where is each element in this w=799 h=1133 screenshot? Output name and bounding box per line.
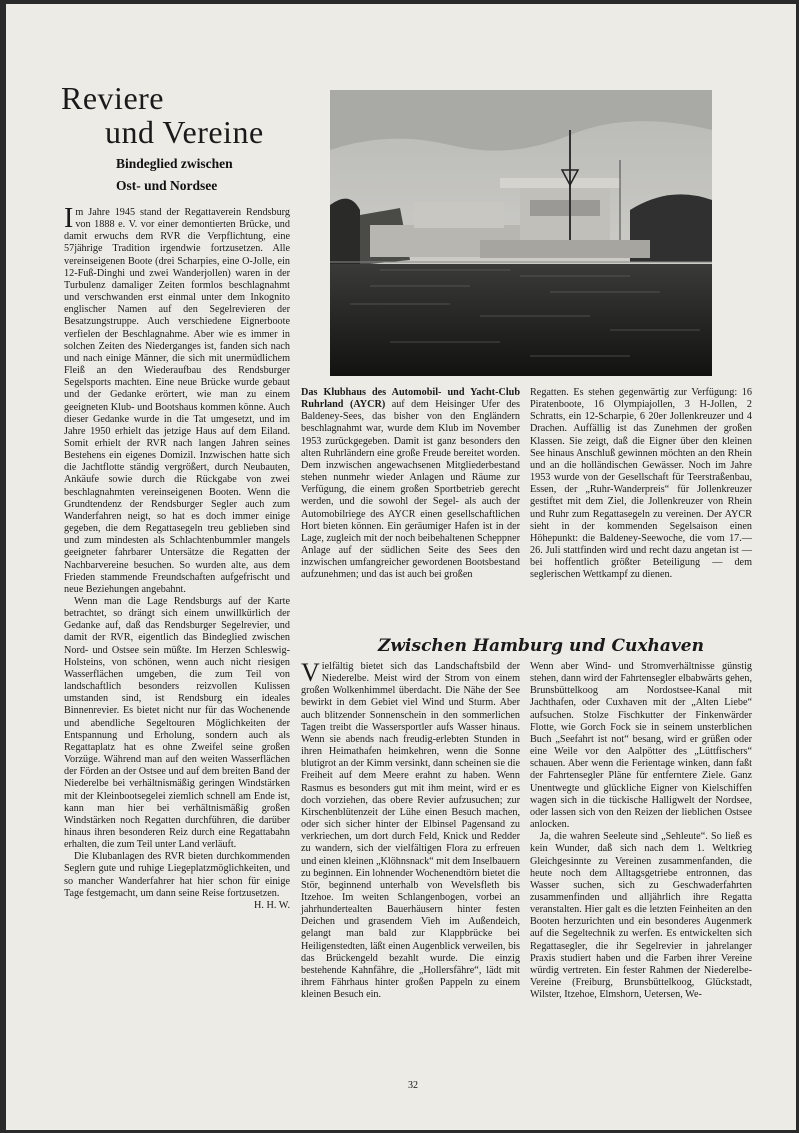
photo-caption xyxy=(301,387,520,582)
article-rendsburg-paragraph: Wenn man die Lage Rendsburgs auf der Karte betrachtet, so drängt sich einem unwillkürlich der Gedanke auf, daß das Rendsburger Segelrevier, und damit der RVR, eigentlich das Bindeglied zwischen Nord- und Ostsee sein müßte. Im Herzen Schleswig-Holsteins, von schönen, wenn auch nicht riesigen Wasserflächen umgeben, die zum Teil von landschaftlich besonders reizvollen Kulissen umstanden sind, ist Rendsburg ein ideales Binnenrevier. Es bietet nicht nur für das Wochenende und abendliche Segeltouren Möglichkeiten der Entspannung und Erholung, sondern auch als Regattaplatz hat es ohne Zweifel seine großen Vorzüge. Während man auf den weiten Wasserflächen der Förden an der Ostsee und auf dem breiten Band der Niederelbe bei verhältnismäßig geringen Windstärken mit der Kleinbootsegelei ziemlich schnell am Ende ist, kann man hier bei verhältnismäßig großen Windstärken noch Regatten durchführen, die darüber hinaus ihren besonderen Reiz durch eine Regattabahn erhalten, die zum Teil unter Land verläuft. xyxy=(64,596,290,851)
article-rendsburg-paragraph: Die Klubanlagen des RVR bieten durchkommenden Seglern gute und ruhige Liegeplatzmöglichkeiten, und so mancher Wanderfahrer hat hier schon für einige Tage festgemacht, um dann seine Reise fortzusetzen. H. H. W. xyxy=(64,851,290,911)
dropcap-v: V xyxy=(301,658,320,687)
author-signature: H. H. W. xyxy=(254,899,290,911)
dropcap-i: I xyxy=(64,203,74,234)
page-number: 32 xyxy=(408,1080,418,1091)
article-niederelbe-right xyxy=(530,661,752,1001)
subtitle-line1: Bindeglied zwischen xyxy=(116,156,233,171)
magazine-page xyxy=(6,4,796,1130)
page-title-line2: und Vereine xyxy=(105,114,264,150)
clubhouse-photo-icon xyxy=(330,90,712,376)
clubhouse-photo xyxy=(330,90,712,376)
caption-continuation xyxy=(530,387,752,582)
article-niederelbe-paragraph: Vielfältig bietet sich das Landschaftsbild der Niederelbe. Meist wird der Strom von einem großen Wolkenhimmel überdacht. Die Nähe der See bewirkt in dem Gebiet viel Wind und Sturm. Aber auch blitzender Sonnenschein in den sommerlichen Tagen treibt die Wassersportler aufs Wasser hinaus. Wenn sie abends nach freudig-erlebten Stunden in ihren Heimathafen heimkehren, wenn die Sonne blutigrot an der Kimm versinkt, dann scheinen sie die Freiheit auf dem Meere erahnt zu haben. Wenn Rasmus es besonders gut mit ihm meint, wird er es doch vorziehen, das obere Revier aufzusuchen; zur Kirschenblütenzeit der Lühe einen Besuch machen, oder sich sicher hinter der Elbinsel Pagensand zu verkriechen, um dort durch Feld, Knick und Redder zu wandern, sich der vielfältigen Flora zu erfreuen und einen kleinen „Klöhnsnack“ mit dem Inselbauern zu beginnen. Ein lohnender Wochenendtörn bietet die Stör, beginnend unterhalb von Wevelsfleth bis Itzehoe. Im weiten Schlangenbogen, vorbei an jahrhundertealten Bauerhäusern hinter festen Deichen und grasendem Vieh im Außendeich, gelangt man bald zur Klappbrücke bei Heiligenstedten, läßt einen Augenblick verweilen, bis das Brückengeld bezahlt wurde. Die einzig bestehende Kahnfähre, die „Hollersfähre“, lädt mit ihrem Fährhaus hinter großen Pappeln zu einem kleinen Besuch ein. xyxy=(301,658,520,1001)
article-rendsburg xyxy=(64,203,290,912)
caption-bold-lead: Das Klubhaus des Automobil- und Yacht-Club Ruhrland (AYCR) xyxy=(301,387,520,411)
article-niederelbe-left xyxy=(301,658,520,1001)
article-rendsburg-paragraph: Im Jahre 1945 stand der Regattaverein Rendsburg von 1888 e. V. vor einer demontierten Brücke, und damit erwuchs dem RVR die Verpflichtung, eine 57jährige Tradition irgendwie fortzusetzen. Alle vereinseigenen Boote (drei Scharpies, eine O-Jolle, ein 12-Fuß-Dinghi und zwei Wanderjollen) waren in der Turbulenz damaliger Zeiten formlos beschlagnahmt und verschwanden erst einmal unter dem Inkognito englischer Namen auf den Segelrevieren der Besatzungstruppe. Auch verschiedene Eignerboote verfielen der Beschlagnahme. Aber wie es immer in solchen Zeiten des Niederganges ist, fanden sich nach und nach einige Männer, die sich mit unermüdlichem Fleiß an den Wiederaufbau des Rendsburger Segelsports machten. Eine neue Brücke wurde gebaut und der Gedanke erörtert, wie man zu einem geeigneten Klub- und Bootshaus kommen könne. Auch dieser Gedanke wurde in die Tat umgesetzt, und im Jahre 1950 erhielt das jetzige Haus auf dem Eiland. Somit erhielt der RVR nach langen Jahren seines Bestehens ein eigenes Domizil. Inzwischen hatte sich die Jachtflotte ständig vergrößert, durch Neubauten, Ankäufe sowie durch die Rückgabe von zwei beschlagnahmten vereinseigenen Booten. Wenn die Grundtendenz der Rendsburger Segler auch zum Wanderfahren neigt, so hat es doch immer einige gegeben, die dem Regattasegeln treu geblieben sind und zum mindesten als Schlachtenbummler mangels geeigneter fahrbarer Untersätze die Regatten der Nachbarvereine besuchen. So wurden alte, aus dem Frieden stammende Freundschaften aufgefrischt und neue Beziehungen angebahnt. xyxy=(64,203,290,595)
subtitle-line2: Ost- und Nordsee xyxy=(116,178,218,193)
article-niederelbe-paragraph: Ja, die wahren Seeleute sind „Sehleute“. So ließ es kein Wunder, daß sich nach dem 1. Weltkrieg Gleichgesinnte zu Vereinen zusammenfanden, die heute noch dem Alltagsgetriebe entronnen, das Wasser suchen, sich zu Geschwaderfahrten zusammenfinden und alljährlich ihre Regatta veranstalten. Hier galt es die letzten Feinheiten an den Booten herzurichten und ein besonderes Augenmerk auf die Segeltechnik zu werfen. Es entwickelten sich Regattasegler, die ihr Segelrevier in jahrelanger Praxis studiert haben und die Farben ihrer Vereine würdig vertreten. Ein fester Rahmen der Niederelbe-Vereine (Freiburg, Brunsbüttelkoog, Glückstadt, Wilster, Itzehoe, Elmshorn, Uetersen, We- xyxy=(530,831,752,1001)
section-title-hamburg-cuxhaven: Zwischen Hamburg und Cuxhaven xyxy=(378,636,704,656)
article-niederelbe-paragraph: Wenn aber Wind- und Stromverhältnisse günstig stehen, dann wird der Fahrtensegler elbabwärts gehen, Brunsbüttelkoog am Nordostsee-Kanal mit Jachthafen, oder Cuxhaven mit der „Alten Liebe“ aufsuchen. Stolze Fischkutter der Finkenwärder Flotte, wie Gorch Fock sie in seinem unsterblichen Buch „Seefahrt ist not“ besang, wird er grüßen oder eine Weile vor den Aalpötter des „Lüttfischers“ schauen. Aber wenn die Ferientage winken, dann faßt der Fahrtensegler Pläne für entferntere Ziele. Ganz Unentwegte und glückliche Eigner von Kielschiffen wagen sich in die tückische Halligwelt der Nordsee, oder lassen sich von den Reizen der lieblichen Ostsee anlocken. xyxy=(530,661,752,831)
caption-continuation-text: Regatten. Es stehen gegenwärtig zur Verfügung: 16 Piratenboote, 16 Olympiajollen, 3 H-Jollen, 2 Schratts, ein 12-Scharpie, 6 20er Jollenkreuzer und 4 Drachen. Auffällig ist das Zunehmen der großen Klassen. Sie zeigt, daß die Eigner über den kleinen See hinaus Anschluß gewinnen möchten an den Rhein und an die holländischen Gewässer. Noch im Jahre 1953 wurde von der Gesellschaft für Teerstraßenbau, Essen, der „Ruhr-Wanderpreis“ für Jollenkreuzer gestiftet mit dem Ziel, die Jollenkreuzer von Rhein und Ruhr zum Regattasegeln zu vereinen. Der AYCR sieht in der kommenden Segelsaison einen Höhepunkt: die Baldeney-Seewoche, die vom 17.—26. Juli stattfinden wird und recht dazu angetan ist — bei hoffentlich größter Beteiligung — dem seglerischen Wettkampf zu dienen. xyxy=(530,387,752,581)
photo-caption-text: Das Klubhaus des Automobil- und Yacht-Club Ruhrland (AYCR) auf dem Heisinger Ufer des Baldeney-Sees, das bisher von den Engländern beschlagnahmt war, wurde dem Klub im November 1953 zurückgegeben. Damit ist ganz besonders den alten Ruhrländern eine große Freude bereitet worden. Dem inzwischen angewachsenen Mitgliederbestand stehen nunmehr wieder Anlagen und Räume zur Verfügung, die einem großen Sportbetrieb gerecht werden, und die sowohl der Segel- als auch der Automobilriege des AYCR einen gesellschaftlichen Hort bieten können. Ein geräumiger Hafen ist in der Lage, zugleich mit der noch beibehaltenen Scheppner Anlage auf der südlichen Seite des Sees den inzwischen umfangreicher gewordenen Bootsbestand aufzunehmen; und das ist auch bei großen xyxy=(301,387,520,581)
page-title-line1: Reviere xyxy=(61,80,164,116)
